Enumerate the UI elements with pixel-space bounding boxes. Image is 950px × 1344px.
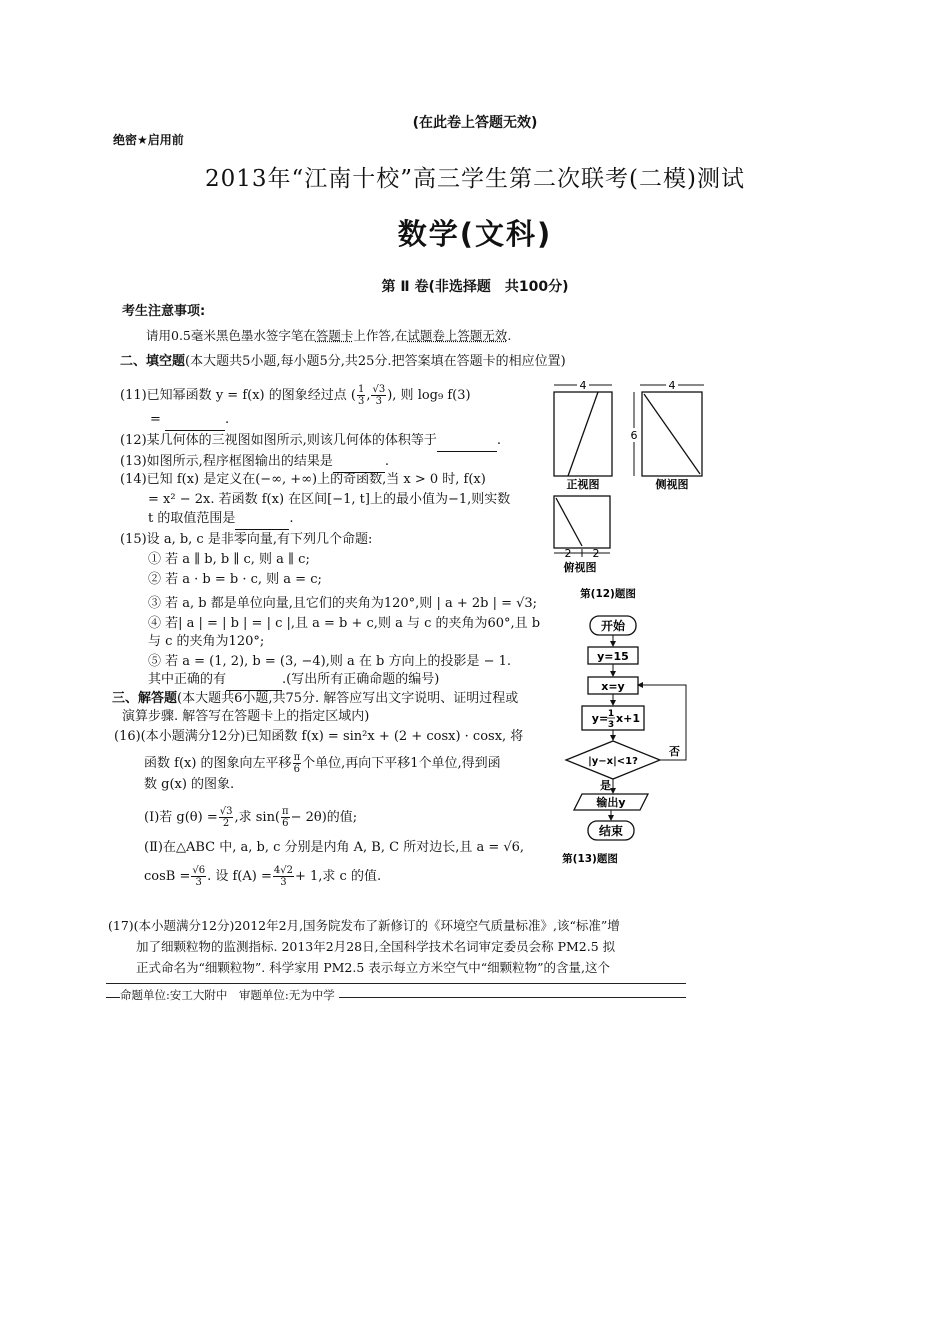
question-15-answer: 其中正确的有 .(写出所有正确命题的编号)	[148, 670, 439, 691]
invalid-emphasis: 试题卷上答题无效	[407, 328, 508, 343]
top-seg1-label: 2	[564, 547, 572, 560]
side-width-label: 4	[668, 379, 676, 392]
flow-frac-den: 3	[607, 720, 615, 730]
answer-blank-12[interactable]	[437, 431, 497, 452]
fraction-root3-over-3: $\frac{√3}{3}$	[372, 384, 386, 407]
subject-title: 数学(文科)	[397, 217, 553, 251]
front-view-label: 正视图	[566, 478, 600, 491]
part-heading: 第 Ⅱ 卷(非选择题 共100分)	[381, 279, 569, 295]
top-diagonal	[556, 498, 582, 546]
question-17-line3: 正式命名为“细颗粒物”. 科学家用 PM2.5 表示每立方米空气中“细颗粒物”的含量,这个	[136, 960, 611, 975]
figure-13-flowchart	[558, 612, 698, 870]
exam-title: 2013年“江南十校”高三学生第二次联考(二模)测试	[205, 166, 745, 192]
front-view	[554, 379, 612, 491]
fraction-one-third: $\frac{1}{3}$	[357, 384, 365, 407]
question-16-part2-cont: cosB = $\frac{√6}{3}$ . 设 f(A) = $\frac{4√2}{3}$ + 1,求 c 的值.	[144, 865, 382, 888]
question-16-part1: (Ⅰ)若 g(θ) = $\frac{√3}{2}$ ,求 sin( $\frac{\pi}{6}$ − 2θ)的值;	[144, 806, 358, 829]
notes-text: 请用0.5毫米黑色墨水签字笔在答题卡上作答,在试题卷上答题无效.	[146, 328, 512, 343]
proposition-1: ① 若 a ∥ b, b ∥ c, 则 a ∥ c;	[148, 552, 310, 567]
fraction-pi-over-6-b: $\frac{\pi}{6}$	[282, 806, 289, 829]
figure-12-caption: 第(12)题图	[580, 588, 636, 600]
section3-desc: 演算步骤. 解答写在答题卡上的指定区域内)	[122, 709, 370, 724]
question-16-part2: (Ⅱ)在△ABC 中, a, b, c 分别是内角 A, B, C 所对边长,且 a = √6,	[144, 840, 525, 855]
flow-init-label: y=15	[597, 650, 629, 663]
flow-assign-y-prefix: y=	[591, 712, 609, 725]
answer-card-emphasis: 答题卡	[315, 328, 354, 343]
answer-blank-15[interactable]	[226, 670, 282, 691]
side-view	[629, 379, 704, 491]
side-diagonal	[644, 394, 700, 474]
footer-rule-top	[106, 983, 686, 984]
section2-heading: 二、填空题(本大题共5小题,每小题5分,共25分.把答案填在答题卡的相应位置)	[120, 354, 566, 369]
question-14-line1: (14)已知 f(x) 是定义在(−∞, +∞)上的奇函数,当 x > 0 时, f(x)	[120, 472, 486, 487]
secret-label: 绝密★启用前	[113, 133, 184, 147]
flow-output-label: 输出y	[596, 796, 626, 809]
figure-12-three-views	[548, 378, 718, 608]
flow-start-label: 开始	[600, 619, 626, 633]
answer-blank-14[interactable]	[235, 509, 289, 530]
height-label: 6	[630, 429, 638, 442]
question-17-line1: (17)(本小题满分12分)2012年2月,国务院发布了新修订的《环境空气质量标准》,该“标准”增	[108, 918, 620, 933]
answer-blank-11[interactable]	[165, 410, 225, 431]
flow-frac-num: 1	[607, 709, 615, 719]
front-diagonal	[568, 392, 598, 476]
proposition-4-cont: 与 c 的夹角为120°;	[148, 634, 265, 649]
question-15-stem: (15)设 a, b, c 是非零向量,有下列几个命题:	[120, 532, 373, 547]
question-11: (11)已知幂函数 y = f(x) 的图象经过点 ( $\frac{1}{3}$ , $\frac{√3}{3}$ ), 则 log₉ f(3)	[120, 384, 471, 407]
front-width-label: 4	[579, 379, 587, 392]
fraction-4root2-over-3: $\frac{4√2}{3}$	[273, 865, 293, 888]
flow-decision-label: |y−x|<1?	[588, 756, 638, 767]
question-14-line2: = x² − 2x. 若函数 f(x) 在区间[−1, t]上的最小值为−1,则实数	[148, 492, 511, 507]
side-view-label: 侧视图	[655, 478, 689, 491]
question-11-answer: = .	[150, 410, 229, 431]
fraction-pi-over-6: $\frac{\pi}{6}$	[293, 752, 301, 775]
flow-assign-y-suffix: x+1	[616, 712, 640, 725]
flow-end-label: 结束	[598, 824, 624, 838]
fraction-root3-over-2: $\frac{√3}{2}$	[219, 806, 233, 829]
invalid-notice: (在此卷上答题无效)	[412, 115, 538, 131]
flow-yes-label: 是	[600, 779, 611, 792]
top-seg2-label: 2	[592, 547, 600, 560]
proposition-3: ③ 若 a, b 都是单位向量,且它们的夹角为120°,则 | a + 2b | = √3;	[148, 596, 538, 611]
proposition-2: ② 若 a · b = b · c, 则 a = c;	[148, 572, 322, 587]
top-rect	[554, 496, 610, 548]
footer-text: 命题单位:安工大附中 审题单位:无为中学	[120, 988, 339, 1002]
question-16-line1: (16)(本小题满分12分)已知函数 f(x) = sin²x + (2 + cosx) · cosx, 将	[114, 729, 524, 744]
question-13: (13)如图所示,程序框图输出的结果是 .	[120, 452, 389, 473]
notes-heading: 考生注意事项:	[122, 304, 206, 319]
question-14-line3: t 的取值范围是 .	[148, 509, 294, 530]
question-16-line3: 数 g(x) 的图象.	[144, 777, 235, 792]
top-view	[554, 496, 610, 574]
flow-no-label: 否	[669, 745, 680, 758]
top-view-label: 俯视图	[563, 561, 597, 574]
question-12: (12)某几何体的三视图如图所示,则该几何体的体积等于 .	[120, 431, 501, 452]
question-17-line2: 加了细颗粒物的监测指标. 2013年2月28日,全国科学技术名词审定委员会称 PM2.5 拟	[136, 939, 616, 954]
fraction-root6-over-3: $\frac{√6}{3}$	[192, 865, 206, 888]
question-16-line2: 函数 f(x) 的图象向左平移 $\frac{\pi}{6}$ 个单位,再向下平移1个单位,得到函	[144, 752, 501, 775]
figure-13-caption: 第(13)题图	[562, 853, 618, 865]
flow-assign-x-label: x=y	[601, 680, 625, 693]
proposition-4: ④ 若| a | = | b | = | c |,且 a = b + c,则 a 与 c 的夹角为60°,且 b	[148, 616, 541, 631]
proposition-5: ⑤ 若 a = (1, 2), b = (3, −4),则 a 在 b 方向上的投影是 − 1.	[148, 654, 512, 669]
section3-heading: 三、解答题(本大题共6小题,共75分. 解答应写出文字说明、证明过程或	[112, 691, 519, 706]
